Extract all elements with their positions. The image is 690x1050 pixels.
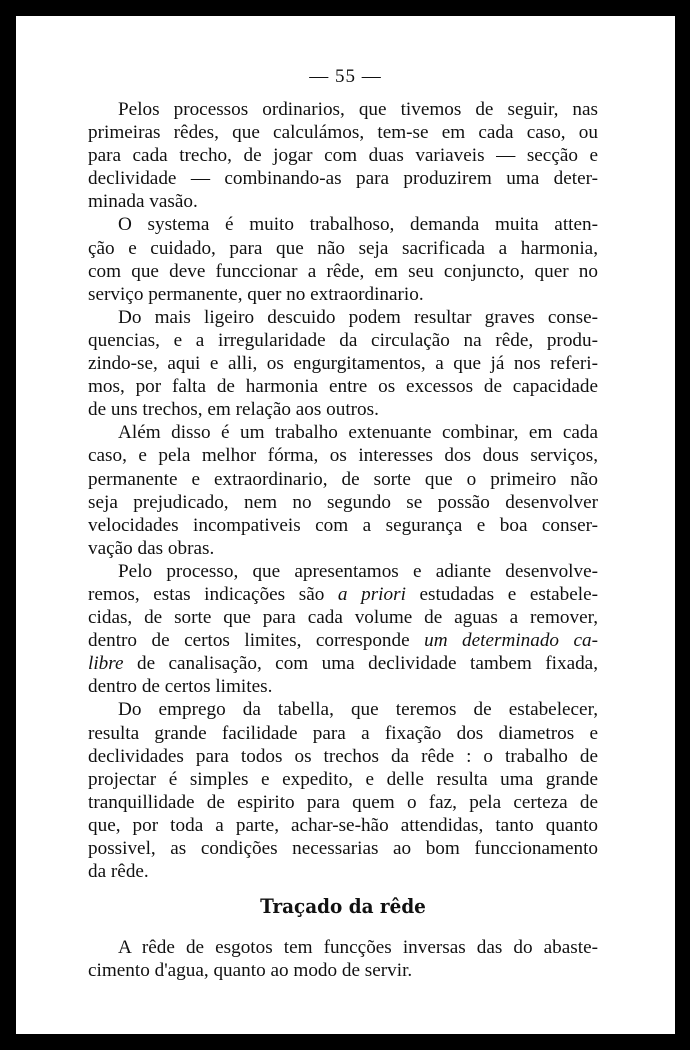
text-line: A rêde de esgotos tem funcções inversas das do abaste- <box>118 937 598 959</box>
text-line: quencias, e a irregularidade da circulação na rêde, produ- <box>88 329 598 351</box>
text-line: de uns trechos, em relação aos outros. <box>88 399 379 421</box>
text-line: O systema é muito trabalhoso, demanda muita atten- <box>118 214 598 236</box>
text-line: Pelos processos ordinarios, que tivemos de seguir, nas <box>118 99 598 120</box>
text-run: remos, estas indicações são <box>88 583 338 605</box>
text-line: Além disso é um trabalho extenuante combinar, em cada <box>118 422 598 444</box>
book-page <box>16 16 675 1034</box>
paragraph <box>88 213 598 305</box>
page-number: — 55 — <box>309 66 382 87</box>
paragraph <box>88 306 598 421</box>
text-line: cidas, de sorte que para cada volume de aguas a remover, <box>88 607 598 629</box>
text-line: para cada trecho, de jogar com duas variaveis — secção e <box>88 145 598 167</box>
text-line: tranquillidade de espirito para quem o faz, pela certeza de <box>88 791 598 813</box>
text-line: mos, por falta de harmonia entre os excessos de capacidade <box>88 376 598 398</box>
text-line: ção e cuidado, para que não seja sacrificada a harmonia, <box>88 237 598 259</box>
italic-phrase: um determinado ca- <box>424 630 598 652</box>
paragraph <box>88 98 598 213</box>
paragraph <box>88 560 598 699</box>
text-line: da rêde. <box>88 861 149 883</box>
text-line <box>88 583 598 606</box>
text-line: projectar é simples e expedito, e delle resulta uma grande <box>88 768 598 790</box>
text-line: possivel, as condições necessarias ao bom funccionamento <box>88 838 598 859</box>
text-line: Pelo processo, que apresentamos e adiante desenvolve- <box>118 560 598 582</box>
text-line: resulta grande facilidade para a fixação dos diametros e <box>88 722 598 744</box>
text-line <box>88 629 598 652</box>
text-line: serviço permanente, quer no extraordinario. <box>88 283 424 305</box>
paragraph <box>88 698 598 883</box>
text-line: vação das obras. <box>88 537 215 559</box>
text-line: Do emprego da tabella, que teremos de estabelecer, <box>118 699 598 721</box>
text-line: que, por toda a parte, achar-se-hão attendidas, tanto quanto <box>88 814 598 836</box>
text-run: dentro de certos limites, corresponde <box>88 630 425 652</box>
page-body <box>88 98 598 982</box>
text-line: zindo-se, aqui e alli, os engurgitamentos, a que já nos referi- <box>88 353 598 375</box>
text-run: de canalisação, com uma declividade tambem fixada, <box>123 653 598 675</box>
text-line: declividade — combinando-as para produzirem uma deter- <box>88 168 598 190</box>
text-line: velocidades incompativeis com a segurança e boa conser- <box>88 514 598 536</box>
paragraph <box>88 936 598 982</box>
text-run: estudadas e estabele- <box>419 583 598 605</box>
text-line: com que deve funccionar a rêde, em seu conjuncto, quer no <box>88 260 598 282</box>
text-line <box>88 652 598 675</box>
text-line: dentro de certos limites. <box>88 676 273 698</box>
paragraph <box>88 421 598 560</box>
italic-phrase: a priori <box>337 583 406 605</box>
text-line: permanente e extraordinario, de sorte que o primeiro não <box>88 468 598 490</box>
text-line: caso, e pela melhor fórma, os interesses dos dous serviços, <box>88 445 598 467</box>
section-heading: Traçado da rêde <box>260 894 426 919</box>
text-line: minada vasão. <box>88 191 198 213</box>
text-line: primeiras rêdes, que calculámos, tem-se em cada caso, ou <box>88 122 598 144</box>
italic-phrase: libre <box>88 653 124 675</box>
text-line: cimento d'agua, quanto ao modo de servir. <box>88 960 413 982</box>
text-line: declividades para todos os trechos da rêde : o trabalho de <box>88 745 598 767</box>
text-line: seja prejudicado, nem no segundo se possão desenvolver <box>88 491 598 513</box>
text-line: Do mais ligeiro descuido podem resultar graves conse- <box>118 306 598 328</box>
